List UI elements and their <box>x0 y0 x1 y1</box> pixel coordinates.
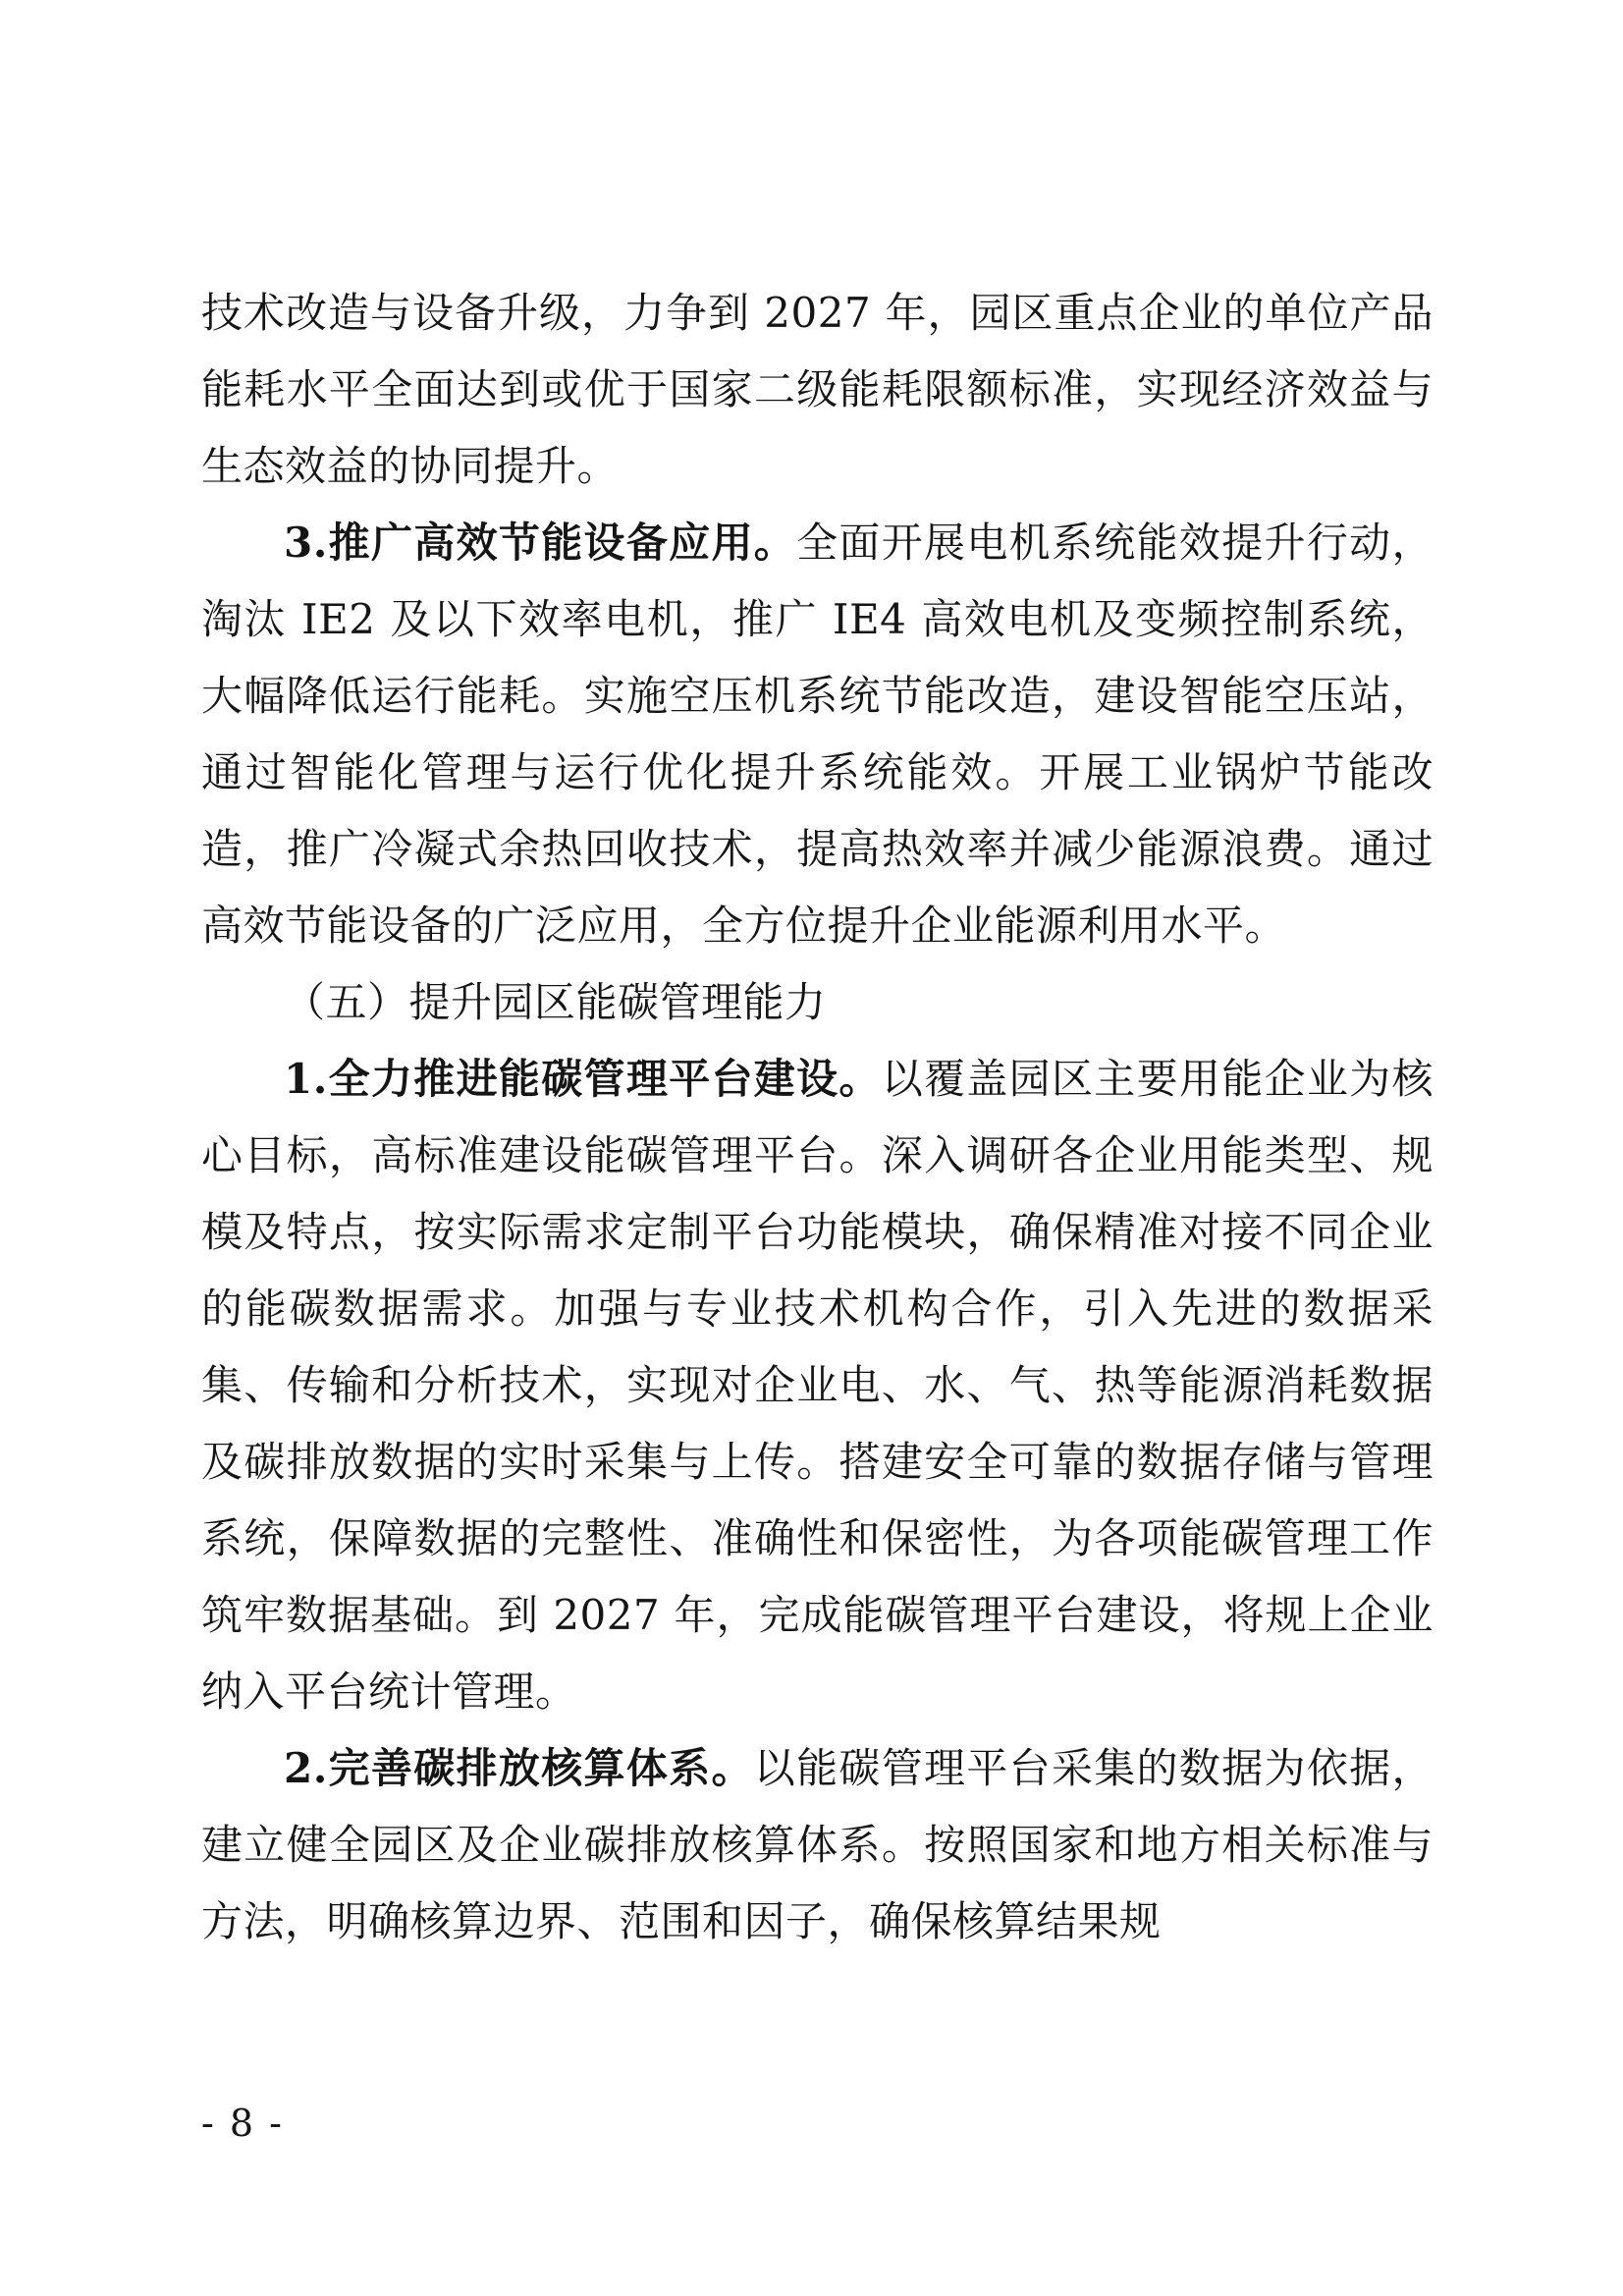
paragraph-1-text: 技术改造与设备升级，力争到 2027 年，园区重点企业的单位产品能耗水平全面达到或优于国家二级能耗限额标准，实现经济效益与生态效益的协同提升。 <box>201 289 1434 490</box>
paragraph-4-heading: 1.全力推进能碳管理平台建设。 <box>284 1055 882 1103</box>
page-number: - 8 - <box>201 2102 285 2145</box>
paragraph-5-heading: 2.完善碳排放核算体系。 <box>284 1744 754 1792</box>
paragraph-4 <box>201 1041 1434 1730</box>
document-body <box>201 275 1434 1960</box>
section-heading-five-text: （五）提升园区能碳管理能力 <box>284 978 827 1026</box>
paragraph-2-heading: 3.推广高效节能设备应用。 <box>284 519 797 567</box>
paragraph-2-text: 全面开展电机系统能效提升行动，淘汰 IE2 及以下效率电机，推广 IE4 高效电机及变频控制系统，大幅降低运行能耗。实施空压机系统节能改造，建设智能空压站，通过智能化管理与运行优化提升系统能效。开展工业锅炉节能改造，推广冷凝式余热回收技术，提高热效率并减少能源浪费。通过高效节能设备的广泛应用，全方位提升企业能源利用水平。 <box>201 519 1434 950</box>
section-heading-five <box>201 964 1434 1041</box>
paragraph-1 <box>201 275 1434 505</box>
paragraph-2 <box>201 505 1434 964</box>
paragraph-5 <box>201 1730 1434 1960</box>
paragraph-5-text: 以能碳管理平台采集的数据为依据，建立健全园区及企业碳排放核算体系。按照国家和地方相关标准与方法，明确核算边界、范围和因子，确保核算结果规 <box>201 1744 1434 1945</box>
paragraph-4-text: 以覆盖园区主要用能企业为核心目标，高标准建设能碳管理平台。深入调研各企业用能类型、规模及特点，按实际需求定制平台功能模块，确保精准对接不同企业的能碳数据需求。加强与专业技术机构合作，引入先进的数据采集、传输和分析技术，实现对企业电、水、气、热等能源消耗数据及碳排放数据的实时采集与上传。搭建安全可靠的数据存储与管理系统，保障数据的完整性、准确性和保密性，为各项能碳管理工作筑牢数据基础。到 2027 年，完成能碳管理平台建设，将规上企业纳入平台统计管理。 <box>201 1055 1434 1716</box>
